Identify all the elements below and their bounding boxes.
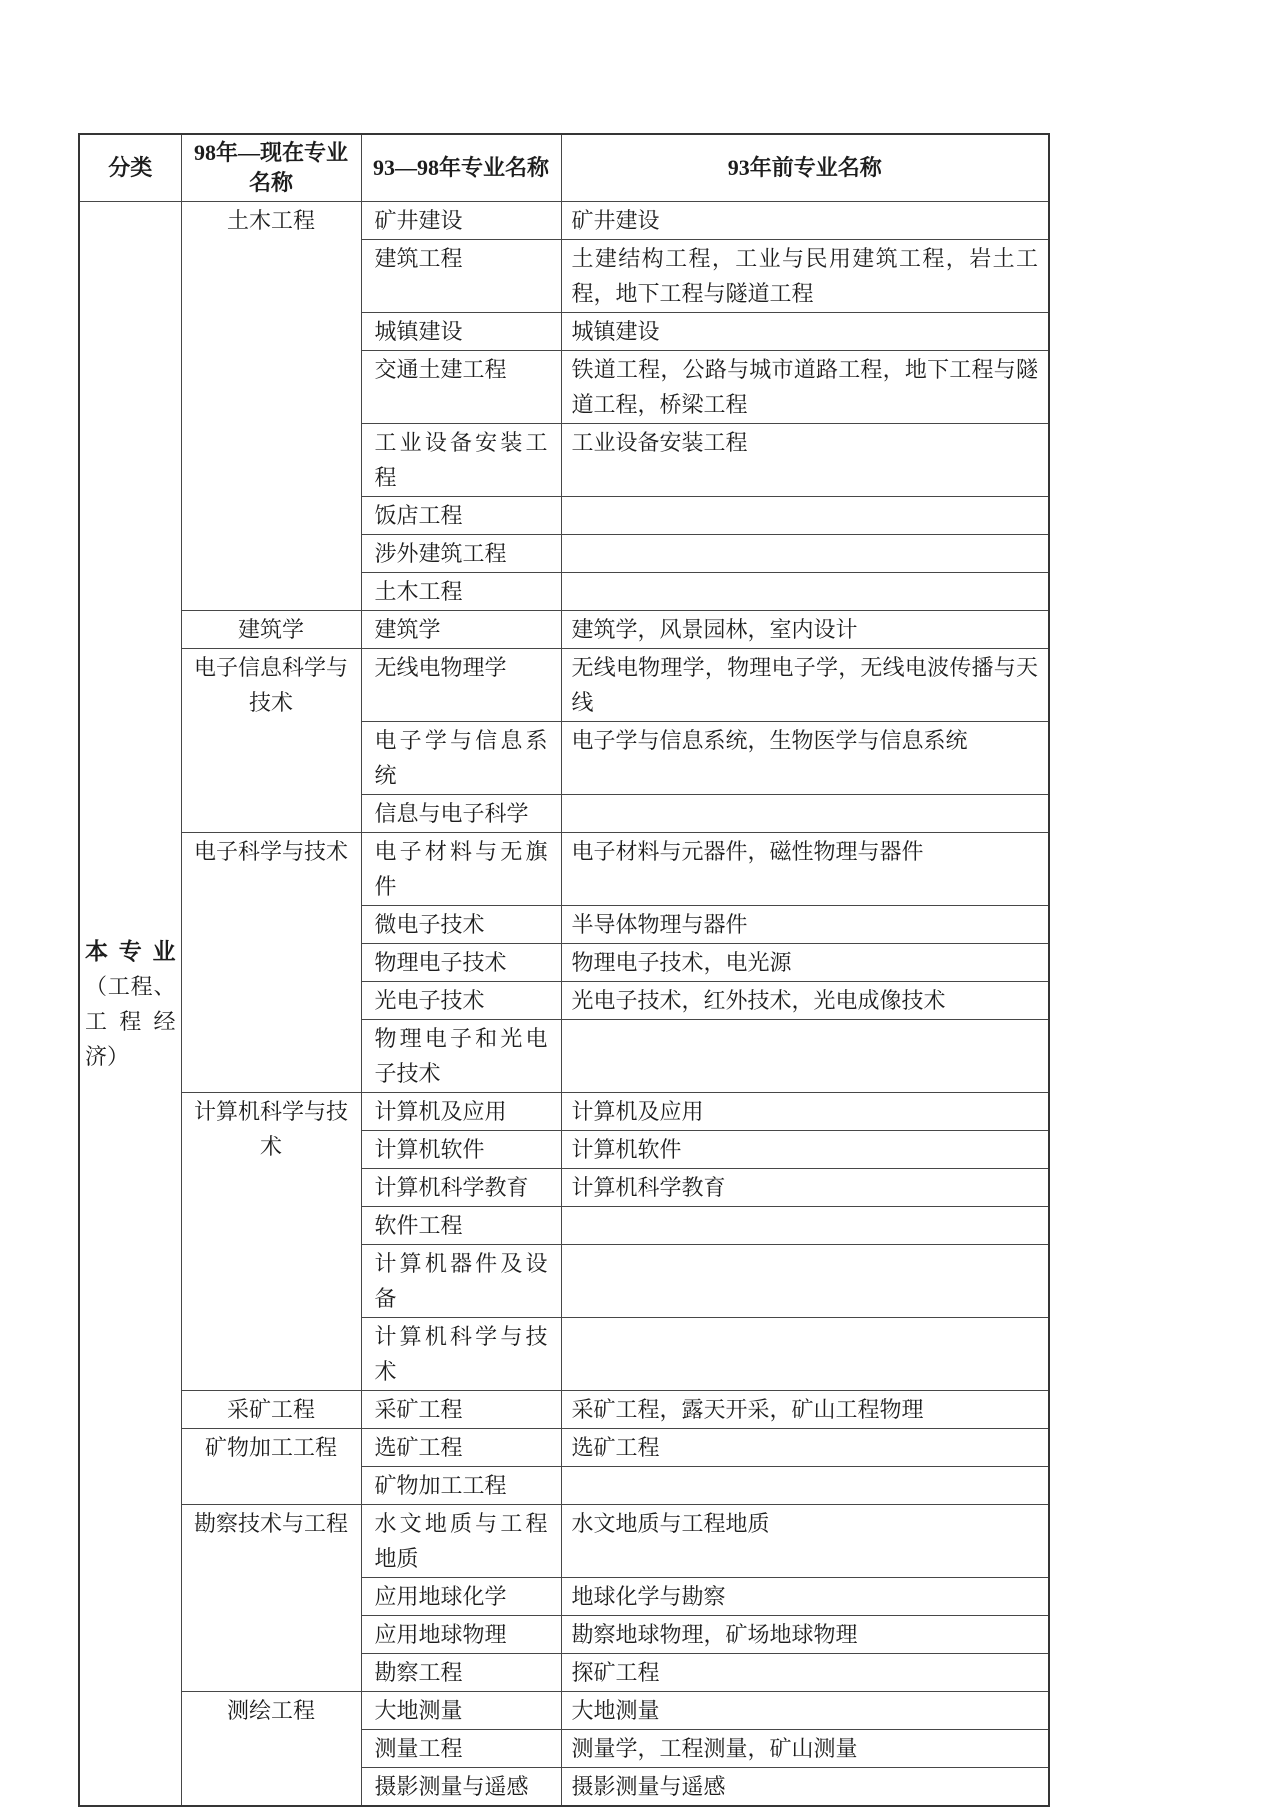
major-pre-93-cell: 建筑学，风景园林，室内设计 <box>561 611 1049 649</box>
major-93-98-cell: 矿井建设 <box>361 202 561 240</box>
major-93-98-cell: 涉外建筑工程 <box>361 535 561 573</box>
major-pre-93-cell: 摄影测量与遥感 <box>561 1768 1049 1807</box>
major-93-98-cell: 水文地质与工程地质 <box>361 1505 561 1578</box>
major-pre-93-cell: 地球化学与勘察 <box>561 1578 1049 1616</box>
major-pre-93-cell: 无线电物理学，物理电子学，无线电波传播与天线 <box>561 649 1049 722</box>
major-pre-93-cell <box>561 1467 1049 1505</box>
category-note: （工程、工程经济） <box>85 973 176 1069</box>
major-98-now-cell: 建筑学 <box>181 611 361 649</box>
major-98-now-cell: 计算机科学与技术 <box>181 1093 361 1391</box>
table-row <box>79 1505 1049 1578</box>
header-98-now: 98年—现在专业名称 <box>181 134 361 202</box>
major-pre-93-cell <box>561 535 1049 573</box>
major-pre-93-cell: 大地测量 <box>561 1692 1049 1730</box>
header-row <box>79 134 1049 202</box>
major-pre-93-cell: 城镇建设 <box>561 313 1049 351</box>
major-pre-93-cell <box>561 1245 1049 1318</box>
header-category: 分类 <box>79 134 181 202</box>
major-pre-93-cell <box>561 795 1049 833</box>
major-pre-93-cell <box>561 497 1049 535</box>
table-row <box>79 202 1049 240</box>
major-93-98-cell: 计算机及应用 <box>361 1093 561 1131</box>
major-93-98-cell: 大地测量 <box>361 1692 561 1730</box>
major-pre-93-cell: 半导体物理与器件 <box>561 906 1049 944</box>
major-93-98-cell: 无线电物理学 <box>361 649 561 722</box>
major-93-98-cell: 光电子技术 <box>361 982 561 1020</box>
major-pre-93-cell: 工业设备安装工程 <box>561 424 1049 497</box>
major-98-now-cell: 电子科学与技术 <box>181 833 361 1093</box>
major-93-98-cell: 饭店工程 <box>361 497 561 535</box>
table-row <box>79 833 1049 906</box>
table-row <box>79 1429 1049 1467</box>
major-pre-93-cell: 探矿工程 <box>561 1654 1049 1692</box>
header-pre-93: 93年前专业名称 <box>561 134 1049 202</box>
major-pre-93-cell: 土建结构工程，工业与民用建筑工程，岩土工程，地下工程与隧道工程 <box>561 240 1049 313</box>
major-pre-93-cell: 电子材料与元器件，磁性物理与器件 <box>561 833 1049 906</box>
major-98-now-cell: 矿物加工工程 <box>181 1429 361 1505</box>
major-pre-93-cell <box>561 1207 1049 1245</box>
major-93-98-cell: 工业设备安装工程 <box>361 424 561 497</box>
category-title: 本专业 <box>85 938 176 964</box>
major-pre-93-cell: 采矿工程，露天开采，矿山工程物理 <box>561 1391 1049 1429</box>
major-93-98-cell: 计算机器件及设备 <box>361 1245 561 1318</box>
major-93-98-cell: 测量工程 <box>361 1730 561 1768</box>
category-cell <box>79 202 181 1807</box>
major-93-98-cell: 物理电子和光电子技术 <box>361 1020 561 1093</box>
major-93-98-cell: 交通土建工程 <box>361 351 561 424</box>
table-row <box>79 611 1049 649</box>
major-93-98-cell: 信息与电子科学 <box>361 795 561 833</box>
major-93-98-cell: 电子学与信息系统 <box>361 722 561 795</box>
major-93-98-cell: 勘察工程 <box>361 1654 561 1692</box>
major-pre-93-cell <box>561 573 1049 611</box>
major-98-now-cell: 土木工程 <box>181 202 361 611</box>
major-98-now-cell: 勘察技术与工程 <box>181 1505 361 1692</box>
major-98-now-cell: 测绘工程 <box>181 1692 361 1807</box>
major-93-98-cell: 选矿工程 <box>361 1429 561 1467</box>
table-row <box>79 649 1049 722</box>
major-pre-93-cell: 选矿工程 <box>561 1429 1049 1467</box>
table-row <box>79 1391 1049 1429</box>
major-98-now-cell: 电子信息科学与技术 <box>181 649 361 833</box>
major-98-now-cell: 采矿工程 <box>181 1391 361 1429</box>
major-pre-93-cell: 水文地质与工程地质 <box>561 1505 1049 1578</box>
major-93-98-cell: 城镇建设 <box>361 313 561 351</box>
table-row <box>79 1692 1049 1730</box>
major-93-98-cell: 计算机软件 <box>361 1131 561 1169</box>
major-93-98-cell: 建筑工程 <box>361 240 561 313</box>
major-pre-93-cell <box>561 1020 1049 1093</box>
table-header <box>79 134 1049 202</box>
table-body <box>79 202 1049 1807</box>
major-93-98-cell: 电子材料与无旗件 <box>361 833 561 906</box>
major-pre-93-cell: 计算机及应用 <box>561 1093 1049 1131</box>
major-pre-93-cell: 物理电子技术，电光源 <box>561 944 1049 982</box>
major-pre-93-cell <box>561 1318 1049 1391</box>
major-93-98-cell: 矿物加工工程 <box>361 1467 561 1505</box>
major-pre-93-cell: 计算机科学教育 <box>561 1169 1049 1207</box>
major-pre-93-cell: 光电子技术，红外技术，光电成像技术 <box>561 982 1049 1020</box>
major-pre-93-cell: 勘察地球物理，矿场地球物理 <box>561 1616 1049 1654</box>
header-93-98: 93—98年专业名称 <box>361 134 561 202</box>
major-93-98-cell: 软件工程 <box>361 1207 561 1245</box>
major-93-98-cell: 应用地球化学 <box>361 1578 561 1616</box>
major-mapping-table <box>78 133 1050 1807</box>
major-93-98-cell: 土木工程 <box>361 573 561 611</box>
major-pre-93-cell: 电子学与信息系统，生物医学与信息系统 <box>561 722 1049 795</box>
major-93-98-cell: 建筑学 <box>361 611 561 649</box>
major-93-98-cell: 物理电子技术 <box>361 944 561 982</box>
major-93-98-cell: 采矿工程 <box>361 1391 561 1429</box>
table-row <box>79 1093 1049 1131</box>
major-93-98-cell: 计算机科学教育 <box>361 1169 561 1207</box>
major-pre-93-cell: 测量学，工程测量，矿山测量 <box>561 1730 1049 1768</box>
major-93-98-cell: 摄影测量与遥感 <box>361 1768 561 1807</box>
major-93-98-cell: 应用地球物理 <box>361 1616 561 1654</box>
major-93-98-cell: 计算机科学与技术 <box>361 1318 561 1391</box>
major-pre-93-cell: 铁道工程，公路与城市道路工程，地下工程与隧道工程，桥梁工程 <box>561 351 1049 424</box>
major-93-98-cell: 微电子技术 <box>361 906 561 944</box>
major-pre-93-cell: 计算机软件 <box>561 1131 1049 1169</box>
major-pre-93-cell: 矿井建设 <box>561 202 1049 240</box>
